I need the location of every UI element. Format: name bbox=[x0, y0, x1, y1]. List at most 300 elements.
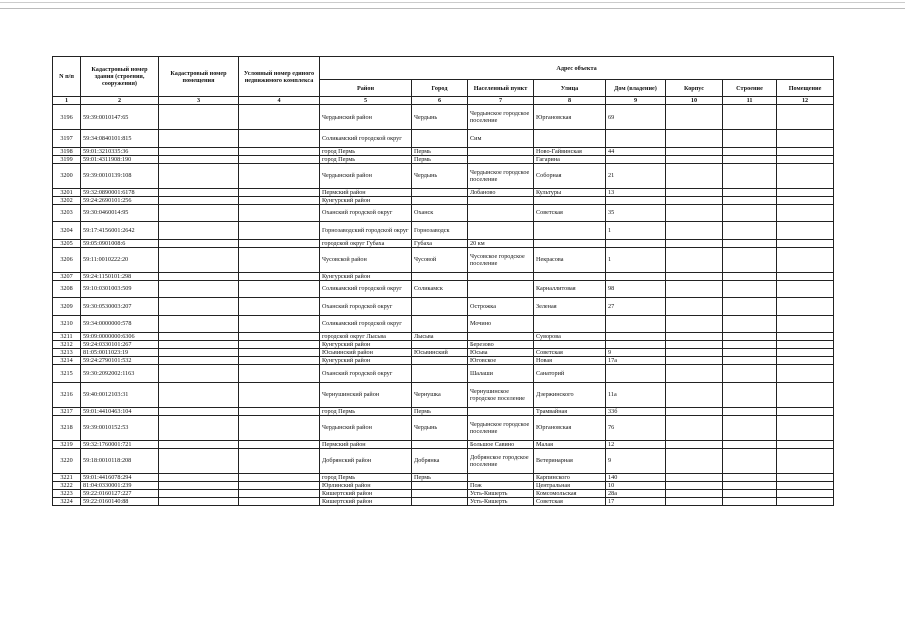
district-cell: Кунгурский район bbox=[320, 272, 412, 280]
locality-cell: Лобаново bbox=[468, 188, 534, 196]
row-number: 3201 bbox=[53, 188, 81, 196]
building-cell bbox=[666, 489, 723, 497]
room-cell bbox=[777, 247, 834, 272]
row-number: 3217 bbox=[53, 407, 81, 415]
table-row bbox=[53, 247, 834, 272]
house-cell: 21 bbox=[606, 163, 666, 188]
house-cell bbox=[606, 130, 666, 148]
room-cell bbox=[777, 147, 834, 155]
house-cell bbox=[606, 239, 666, 247]
room-cadastral-cell bbox=[159, 497, 239, 505]
district-cell: Кунгурский район bbox=[320, 357, 412, 365]
house-cell: 17 bbox=[606, 497, 666, 505]
locality-cell bbox=[468, 204, 534, 222]
house-cell: 12 bbox=[606, 440, 666, 448]
city-cell bbox=[412, 130, 468, 148]
street-cell bbox=[534, 222, 606, 240]
building-cell bbox=[666, 222, 723, 240]
room-cadastral-cell bbox=[159, 415, 239, 440]
district-cell: город Пермь bbox=[320, 473, 412, 481]
city-cell bbox=[412, 440, 468, 448]
header-house: Дом (владение) bbox=[606, 80, 666, 97]
cadastral-number: 59:22:0160127:227 bbox=[81, 489, 159, 497]
locality-cell: Усть-Кишерть bbox=[468, 489, 534, 497]
house-cell bbox=[606, 155, 666, 163]
room-cell bbox=[777, 280, 834, 298]
header-district: Район bbox=[320, 80, 412, 97]
room-cell bbox=[777, 382, 834, 407]
room-cadastral-cell bbox=[159, 130, 239, 148]
locality-cell: Чусовское городское поселение bbox=[468, 247, 534, 272]
house-cell bbox=[606, 341, 666, 349]
building-cell bbox=[666, 272, 723, 280]
cadastral-number: 59:40:0012103:31 bbox=[81, 382, 159, 407]
district-cell: Кунгурский район bbox=[320, 341, 412, 349]
row-number: 3207 bbox=[53, 272, 81, 280]
room-cadastral-cell bbox=[159, 489, 239, 497]
district-cell: Чердынский район bbox=[320, 105, 412, 130]
building-cell bbox=[666, 349, 723, 357]
row-number: 3203 bbox=[53, 204, 81, 222]
room-cell bbox=[777, 204, 834, 222]
city-cell: Чернушка bbox=[412, 382, 468, 407]
conditional-number-cell bbox=[239, 497, 320, 505]
structure-cell bbox=[723, 315, 777, 333]
table-row bbox=[53, 341, 834, 349]
building-cell bbox=[666, 481, 723, 489]
table-row bbox=[53, 239, 834, 247]
room-cadastral-cell bbox=[159, 382, 239, 407]
row-number: 3205 bbox=[53, 239, 81, 247]
street-cell bbox=[534, 239, 606, 247]
conditional-number-cell bbox=[239, 247, 320, 272]
city-cell: Добрянка bbox=[412, 448, 468, 473]
structure-cell bbox=[723, 365, 777, 383]
city-cell: Чердынь bbox=[412, 105, 468, 130]
street-cell: Центральная bbox=[534, 481, 606, 489]
locality-cell: Усть-Кишерть bbox=[468, 497, 534, 505]
locality-cell: Пож bbox=[468, 481, 534, 489]
cadastral-number: 59:05:0901008:6 bbox=[81, 239, 159, 247]
structure-cell bbox=[723, 155, 777, 163]
house-cell bbox=[606, 315, 666, 333]
room-cell bbox=[777, 155, 834, 163]
street-cell: Гагарина bbox=[534, 155, 606, 163]
room-cadastral-cell bbox=[159, 357, 239, 365]
district-cell: город Пермь bbox=[320, 155, 412, 163]
building-cell bbox=[666, 163, 723, 188]
house-cell bbox=[606, 196, 666, 204]
street-cell: Юргановская bbox=[534, 415, 606, 440]
building-cell bbox=[666, 357, 723, 365]
conditional-number-cell bbox=[239, 298, 320, 316]
city-cell bbox=[412, 489, 468, 497]
city-cell bbox=[412, 272, 468, 280]
street-cell bbox=[534, 315, 606, 333]
street-cell: Суворова bbox=[534, 333, 606, 341]
district-cell: Чердынский район bbox=[320, 163, 412, 188]
structure-cell bbox=[723, 349, 777, 357]
cadastral-number: 59:24:0330101:267 bbox=[81, 341, 159, 349]
row-number: 3216 bbox=[53, 382, 81, 407]
cadastral-number: 59:39:0010147:65 bbox=[81, 105, 159, 130]
room-cell bbox=[777, 365, 834, 383]
room-cadastral-cell bbox=[159, 222, 239, 240]
cadastral-number: 59:34:0000000:578 bbox=[81, 315, 159, 333]
table-row bbox=[53, 130, 834, 148]
conditional-number-cell bbox=[239, 349, 320, 357]
city-cell bbox=[412, 188, 468, 196]
cadastral-number: 59:24:1150101:298 bbox=[81, 272, 159, 280]
col-number: 7 bbox=[468, 97, 534, 105]
structure-cell bbox=[723, 222, 777, 240]
district-cell: Оханский городской округ bbox=[320, 204, 412, 222]
street-cell: Советская bbox=[534, 204, 606, 222]
locality-cell bbox=[468, 222, 534, 240]
locality-cell: Чернушинское городское поселение bbox=[468, 382, 534, 407]
table-row bbox=[53, 481, 834, 489]
house-cell: 11а bbox=[606, 382, 666, 407]
structure-cell bbox=[723, 473, 777, 481]
cadastral-number: 59:30:0530003:207 bbox=[81, 298, 159, 316]
structure-cell bbox=[723, 341, 777, 349]
district-cell: Горнозаводский городской округ bbox=[320, 222, 412, 240]
house-cell: 10 bbox=[606, 481, 666, 489]
locality-cell bbox=[468, 196, 534, 204]
conditional-number-cell bbox=[239, 415, 320, 440]
scan-top-line bbox=[0, 2, 905, 3]
header-cadastral-room: Кадастровый номер помещения bbox=[159, 57, 239, 97]
city-cell: Пермь bbox=[412, 407, 468, 415]
city-cell: Пермь bbox=[412, 155, 468, 163]
street-cell bbox=[534, 196, 606, 204]
conditional-number-cell bbox=[239, 239, 320, 247]
house-cell: 140 bbox=[606, 473, 666, 481]
locality-cell: 20 км bbox=[468, 239, 534, 247]
table-row bbox=[53, 147, 834, 155]
locality-cell: Чердынское городское поселение bbox=[468, 415, 534, 440]
cadastral-number: 59:09:0000000:6306 bbox=[81, 333, 159, 341]
structure-cell bbox=[723, 497, 777, 505]
row-number: 3213 bbox=[53, 349, 81, 357]
cadastral-number: 59:01:4410463:104 bbox=[81, 407, 159, 415]
row-number: 3220 bbox=[53, 448, 81, 473]
conditional-number-cell bbox=[239, 365, 320, 383]
conditional-number-cell bbox=[239, 333, 320, 341]
building-cell bbox=[666, 188, 723, 196]
row-number: 3219 bbox=[53, 440, 81, 448]
table-row bbox=[53, 272, 834, 280]
table-row bbox=[53, 415, 834, 440]
room-cell bbox=[777, 415, 834, 440]
table-row bbox=[53, 333, 834, 341]
cadastral-number: 59:32:0890001:6178 bbox=[81, 188, 159, 196]
cadastral-number: 59:17:4156001:2642 bbox=[81, 222, 159, 240]
col-number: 2 bbox=[81, 97, 159, 105]
house-cell: 76 bbox=[606, 415, 666, 440]
row-number: 3209 bbox=[53, 298, 81, 316]
row-number: 3199 bbox=[53, 155, 81, 163]
col-number: 1 bbox=[53, 97, 81, 105]
locality-cell bbox=[468, 407, 534, 415]
locality-cell: Сим bbox=[468, 130, 534, 148]
room-cell bbox=[777, 473, 834, 481]
header-locality: Населенный пункт bbox=[468, 80, 534, 97]
street-cell: Новая bbox=[534, 357, 606, 365]
house-cell bbox=[606, 333, 666, 341]
structure-cell bbox=[723, 407, 777, 415]
row-number: 3206 bbox=[53, 247, 81, 272]
city-cell: Чердынь bbox=[412, 163, 468, 188]
street-cell: Советская bbox=[534, 497, 606, 505]
city-cell: Пермь bbox=[412, 147, 468, 155]
table-row bbox=[53, 365, 834, 383]
building-cell bbox=[666, 341, 723, 349]
header-cadastral-building: Кадастровый номер здания (строения, сооружения) bbox=[81, 57, 159, 97]
district-cell: Пермский район bbox=[320, 440, 412, 448]
building-cell bbox=[666, 448, 723, 473]
col-number: 3 bbox=[159, 97, 239, 105]
city-cell bbox=[412, 365, 468, 383]
table-header bbox=[53, 57, 834, 105]
table-row bbox=[53, 222, 834, 240]
cadastral-number: 59:39:0010152:53 bbox=[81, 415, 159, 440]
street-cell: Малая bbox=[534, 440, 606, 448]
district-cell: городской округ Лысьва bbox=[320, 333, 412, 341]
room-cell bbox=[777, 481, 834, 489]
district-cell: городской округ Губаха bbox=[320, 239, 412, 247]
row-number: 3214 bbox=[53, 357, 81, 365]
building-cell bbox=[666, 497, 723, 505]
table-row bbox=[53, 489, 834, 497]
district-cell: Кунгурский район bbox=[320, 196, 412, 204]
locality-cell bbox=[468, 280, 534, 298]
col-number: 5 bbox=[320, 97, 412, 105]
building-cell bbox=[666, 155, 723, 163]
cadastral-number: 59:30:0460014:95 bbox=[81, 204, 159, 222]
room-cadastral-cell bbox=[159, 448, 239, 473]
structure-cell bbox=[723, 280, 777, 298]
city-cell bbox=[412, 298, 468, 316]
house-cell: 28а bbox=[606, 489, 666, 497]
conditional-number-cell bbox=[239, 440, 320, 448]
district-cell: Оханский городской округ bbox=[320, 298, 412, 316]
street-cell: Карналлитовая bbox=[534, 280, 606, 298]
locality-cell bbox=[468, 272, 534, 280]
conditional-number-cell bbox=[239, 280, 320, 298]
conditional-number-cell bbox=[239, 481, 320, 489]
locality-cell: Березово bbox=[468, 341, 534, 349]
conditional-number-cell bbox=[239, 489, 320, 497]
room-cell bbox=[777, 349, 834, 357]
row-number: 3211 bbox=[53, 333, 81, 341]
district-cell: город Пермь bbox=[320, 407, 412, 415]
table-row bbox=[53, 315, 834, 333]
cadastral-number: 59:11:0010222:20 bbox=[81, 247, 159, 272]
house-cell: 13 bbox=[606, 188, 666, 196]
structure-cell bbox=[723, 147, 777, 155]
room-cadastral-cell bbox=[159, 163, 239, 188]
structure-cell bbox=[723, 333, 777, 341]
locality-cell bbox=[468, 333, 534, 341]
row-number: 3222 bbox=[53, 481, 81, 489]
district-cell: Добрянский район bbox=[320, 448, 412, 473]
cadastral-number: 59:01:4416078:294 bbox=[81, 473, 159, 481]
structure-cell bbox=[723, 440, 777, 448]
room-cadastral-cell bbox=[159, 365, 239, 383]
city-cell: Чусовой bbox=[412, 247, 468, 272]
city-cell bbox=[412, 315, 468, 333]
street-cell: Трамвайная bbox=[534, 407, 606, 415]
conditional-number-cell bbox=[239, 341, 320, 349]
table-row bbox=[53, 105, 834, 130]
city-cell bbox=[412, 357, 468, 365]
table-row bbox=[53, 188, 834, 196]
conditional-number-cell bbox=[239, 473, 320, 481]
house-cell: 1 bbox=[606, 247, 666, 272]
header-structure: Строение bbox=[723, 80, 777, 97]
building-cell bbox=[666, 247, 723, 272]
conditional-number-cell bbox=[239, 407, 320, 415]
row-number: 3198 bbox=[53, 147, 81, 155]
room-cadastral-cell bbox=[159, 315, 239, 333]
conditional-number-cell bbox=[239, 357, 320, 365]
room-cell bbox=[777, 163, 834, 188]
header-building: Корпус bbox=[666, 80, 723, 97]
room-cell bbox=[777, 222, 834, 240]
district-cell: Чусовской район bbox=[320, 247, 412, 272]
building-cell bbox=[666, 407, 723, 415]
room-cadastral-cell bbox=[159, 239, 239, 247]
room-cadastral-cell bbox=[159, 105, 239, 130]
row-number: 3224 bbox=[53, 497, 81, 505]
street-cell bbox=[534, 130, 606, 148]
row-number: 3196 bbox=[53, 105, 81, 130]
room-cell bbox=[777, 239, 834, 247]
cadastral-number: 59:24:2690101:256 bbox=[81, 196, 159, 204]
city-cell: Пермь bbox=[412, 473, 468, 481]
room-cell bbox=[777, 298, 834, 316]
room-cell bbox=[777, 188, 834, 196]
table-row bbox=[53, 357, 834, 365]
house-cell: 35 bbox=[606, 204, 666, 222]
room-cadastral-cell bbox=[159, 188, 239, 196]
col-number: 10 bbox=[666, 97, 723, 105]
building-cell bbox=[666, 239, 723, 247]
house-cell: 27 bbox=[606, 298, 666, 316]
table-row bbox=[53, 440, 834, 448]
conditional-number-cell bbox=[239, 105, 320, 130]
structure-cell bbox=[723, 415, 777, 440]
structure-cell bbox=[723, 298, 777, 316]
table-row bbox=[53, 204, 834, 222]
building-cell bbox=[666, 382, 723, 407]
building-cell bbox=[666, 130, 723, 148]
house-cell bbox=[606, 272, 666, 280]
house-cell: 17а bbox=[606, 357, 666, 365]
table-row bbox=[53, 163, 834, 188]
room-cadastral-cell bbox=[159, 155, 239, 163]
building-cell bbox=[666, 315, 723, 333]
structure-cell bbox=[723, 239, 777, 247]
header-street: Улица bbox=[534, 80, 606, 97]
room-cadastral-cell bbox=[159, 204, 239, 222]
building-cell bbox=[666, 415, 723, 440]
structure-cell bbox=[723, 163, 777, 188]
district-cell: Пермский район bbox=[320, 188, 412, 196]
locality-cell: Чердынское городское поселение bbox=[468, 163, 534, 188]
city-cell bbox=[412, 497, 468, 505]
city-cell bbox=[412, 481, 468, 489]
locality-cell bbox=[468, 155, 534, 163]
district-cell: Юсьвинский район bbox=[320, 349, 412, 357]
cadastral-number: 59:01:3210335:36 bbox=[81, 147, 159, 155]
room-cadastral-cell bbox=[159, 481, 239, 489]
table-row bbox=[53, 280, 834, 298]
table-row bbox=[53, 196, 834, 204]
conditional-number-cell bbox=[239, 196, 320, 204]
district-cell: Соликамский городской округ bbox=[320, 130, 412, 148]
row-number: 3200 bbox=[53, 163, 81, 188]
cadastral-number: 59:22:0160140:88 bbox=[81, 497, 159, 505]
row-number: 3202 bbox=[53, 196, 81, 204]
building-cell bbox=[666, 147, 723, 155]
room-cadastral-cell bbox=[159, 349, 239, 357]
header-address: Адрес объекта bbox=[320, 57, 834, 80]
street-cell: Комсомольская bbox=[534, 489, 606, 497]
building-cell bbox=[666, 280, 723, 298]
locality-cell: Шалаши bbox=[468, 365, 534, 383]
district-cell: Соликамский городской округ bbox=[320, 315, 412, 333]
col-number: 9 bbox=[606, 97, 666, 105]
structure-cell bbox=[723, 130, 777, 148]
structure-cell bbox=[723, 382, 777, 407]
house-cell: 69 bbox=[606, 105, 666, 130]
col-number: 6 bbox=[412, 97, 468, 105]
city-cell bbox=[412, 341, 468, 349]
room-cell bbox=[777, 489, 834, 497]
table-row bbox=[53, 497, 834, 505]
registry-table bbox=[52, 56, 834, 506]
locality-cell: Чердынское городское поселение bbox=[468, 105, 534, 130]
room-cell bbox=[777, 130, 834, 148]
district-cell: Соликамский городской округ bbox=[320, 280, 412, 298]
street-cell: Советская bbox=[534, 349, 606, 357]
room-cadastral-cell bbox=[159, 333, 239, 341]
room-cell bbox=[777, 341, 834, 349]
cadastral-number: 59:34:0840101:815 bbox=[81, 130, 159, 148]
district-cell: город Пермь bbox=[320, 147, 412, 155]
table-row bbox=[53, 382, 834, 407]
city-cell: Чердынь bbox=[412, 415, 468, 440]
room-cadastral-cell bbox=[159, 196, 239, 204]
room-cadastral-cell bbox=[159, 473, 239, 481]
row-number: 3208 bbox=[53, 280, 81, 298]
table-row bbox=[53, 298, 834, 316]
structure-cell bbox=[723, 204, 777, 222]
locality-cell: Юговское bbox=[468, 357, 534, 365]
street-cell: Культуры bbox=[534, 188, 606, 196]
building-cell bbox=[666, 204, 723, 222]
col-number: 4 bbox=[239, 97, 320, 105]
table-row bbox=[53, 473, 834, 481]
district-cell: Кишертский район bbox=[320, 489, 412, 497]
table-row bbox=[53, 448, 834, 473]
street-cell: Соборная bbox=[534, 163, 606, 188]
row-number: 3215 bbox=[53, 365, 81, 383]
table-row bbox=[53, 349, 834, 357]
room-cell bbox=[777, 357, 834, 365]
